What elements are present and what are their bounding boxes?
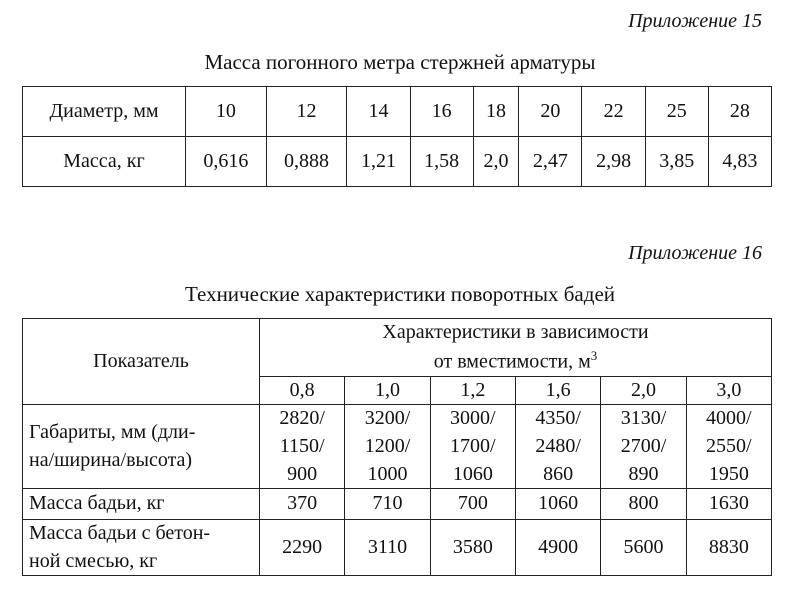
volume-cell: 0,8: [260, 376, 345, 405]
characteristics-header-line1: Характеристики в зависимости: [382, 321, 649, 343]
dimensions-cell: [515, 405, 600, 489]
height-value: 890: [628, 462, 659, 485]
dimensions-label-line2: на/ширина/высота): [29, 448, 193, 471]
appendix-15-title: Масса погонного метра стержней арматуры: [204, 50, 596, 74]
mass-cell: 1,21: [347, 137, 410, 187]
length-value: 4350/: [535, 407, 581, 430]
appendix-16-title: Технические характеристики поворотных бадей: [185, 282, 615, 306]
height-value: 1000: [367, 462, 408, 485]
mass-cell: 1,58: [410, 137, 473, 187]
dimensions-cell: [601, 405, 686, 489]
header-row: [23, 319, 772, 377]
width-value: 2700/: [620, 435, 667, 458]
indicator-header: Показатель: [23, 319, 260, 405]
bucket-mass-cell: 370: [260, 489, 345, 520]
length-value: 3000/: [450, 407, 496, 430]
bucket-mass-label: Масса бадьи, кг: [23, 489, 260, 520]
width-value: 1700/: [450, 435, 496, 458]
diameter-cell: 25: [645, 87, 708, 137]
loaded-mass-cell: 4900: [515, 520, 600, 576]
diameter-cell: 10: [186, 87, 267, 137]
mass-cell: 3,85: [645, 137, 708, 187]
loaded-mass-label-line2: ной смесью, кг: [29, 549, 158, 572]
length-value: 3200/: [364, 407, 411, 430]
bucket-specs-table: [22, 318, 772, 576]
loaded-mass-cell: 5600: [601, 520, 686, 576]
diameter-row: [23, 87, 772, 137]
bucket-mass-cell: 1630: [686, 489, 771, 520]
height-value: 900: [287, 462, 318, 485]
dimensions-cell: [430, 405, 515, 489]
height-value: 860: [543, 462, 574, 485]
loaded-mass-cell: 3580: [430, 520, 515, 576]
mass-cell: 0,616: [186, 137, 267, 187]
dimensions-row: [23, 405, 772, 489]
dimensions-cell: [345, 405, 430, 489]
volume-cell: 1,2: [430, 376, 515, 405]
bucket-mass-row: [23, 489, 772, 520]
mass-cell: 2,98: [582, 137, 645, 187]
dimensions-cell: [686, 405, 771, 489]
mass-row: [23, 137, 772, 187]
appendix-15-label: Приложение 15: [628, 10, 762, 32]
volume-cell: 1,6: [515, 376, 600, 405]
width-value: 2480/: [535, 435, 581, 458]
loaded-mass-row: [23, 520, 772, 576]
mass-cell: 4,83: [708, 137, 771, 187]
loaded-mass-label: [23, 520, 260, 576]
bucket-mass-cell: 800: [601, 489, 686, 520]
volume-cell: 1,0: [345, 376, 430, 405]
diameter-cell: 22: [582, 87, 645, 137]
diameter-cell: 14: [347, 87, 410, 137]
row-header-mass: Масса, кг: [23, 137, 186, 187]
volume-cell: 2,0: [601, 376, 686, 405]
width-value: 1150/: [279, 435, 325, 458]
characteristics-header-line2: от вместимости, м: [433, 350, 591, 373]
dimensions-label-line1: Габариты, мм (дли-: [29, 421, 196, 444]
bucket-mass-cell: 700: [430, 489, 515, 520]
dimensions-label: [23, 405, 260, 489]
diameter-cell: 16: [410, 87, 473, 137]
loaded-mass-cell: 8830: [686, 520, 771, 576]
diameter-cell: 28: [708, 87, 771, 137]
mass-cell: 2,0: [473, 137, 519, 187]
width-value: 1200/: [364, 435, 411, 458]
mass-cell: 2,47: [519, 137, 582, 187]
diameter-cell: 12: [266, 87, 347, 137]
height-value: 1060: [452, 462, 493, 485]
loaded-mass-cell: 3110: [345, 520, 430, 576]
loaded-mass-label-line1: Масса бадьи с бетон-: [29, 522, 211, 545]
appendix-16-label: Приложение 16: [628, 242, 762, 264]
width-value: 2550/: [706, 435, 752, 458]
loaded-mass-cell: 2290: [260, 520, 345, 576]
cubic-superscript: 3: [590, 347, 598, 363]
length-value: 2820/: [279, 407, 325, 430]
dimensions-cell: [260, 405, 345, 489]
mass-cell: 0,888: [266, 137, 347, 187]
bucket-mass-cell: 710: [345, 489, 430, 520]
characteristics-header: [260, 319, 772, 377]
height-value: 1950: [708, 462, 749, 485]
row-header-diameter: Диаметр, мм: [23, 87, 186, 137]
bucket-mass-cell: 1060: [515, 489, 600, 520]
diameter-cell: 20: [519, 87, 582, 137]
diameter-cell: 18: [473, 87, 519, 137]
length-value: 4000/: [706, 407, 752, 430]
rebar-mass-table: [22, 86, 772, 187]
length-value: 3130/: [620, 407, 667, 430]
volume-cell: 3,0: [686, 376, 771, 405]
